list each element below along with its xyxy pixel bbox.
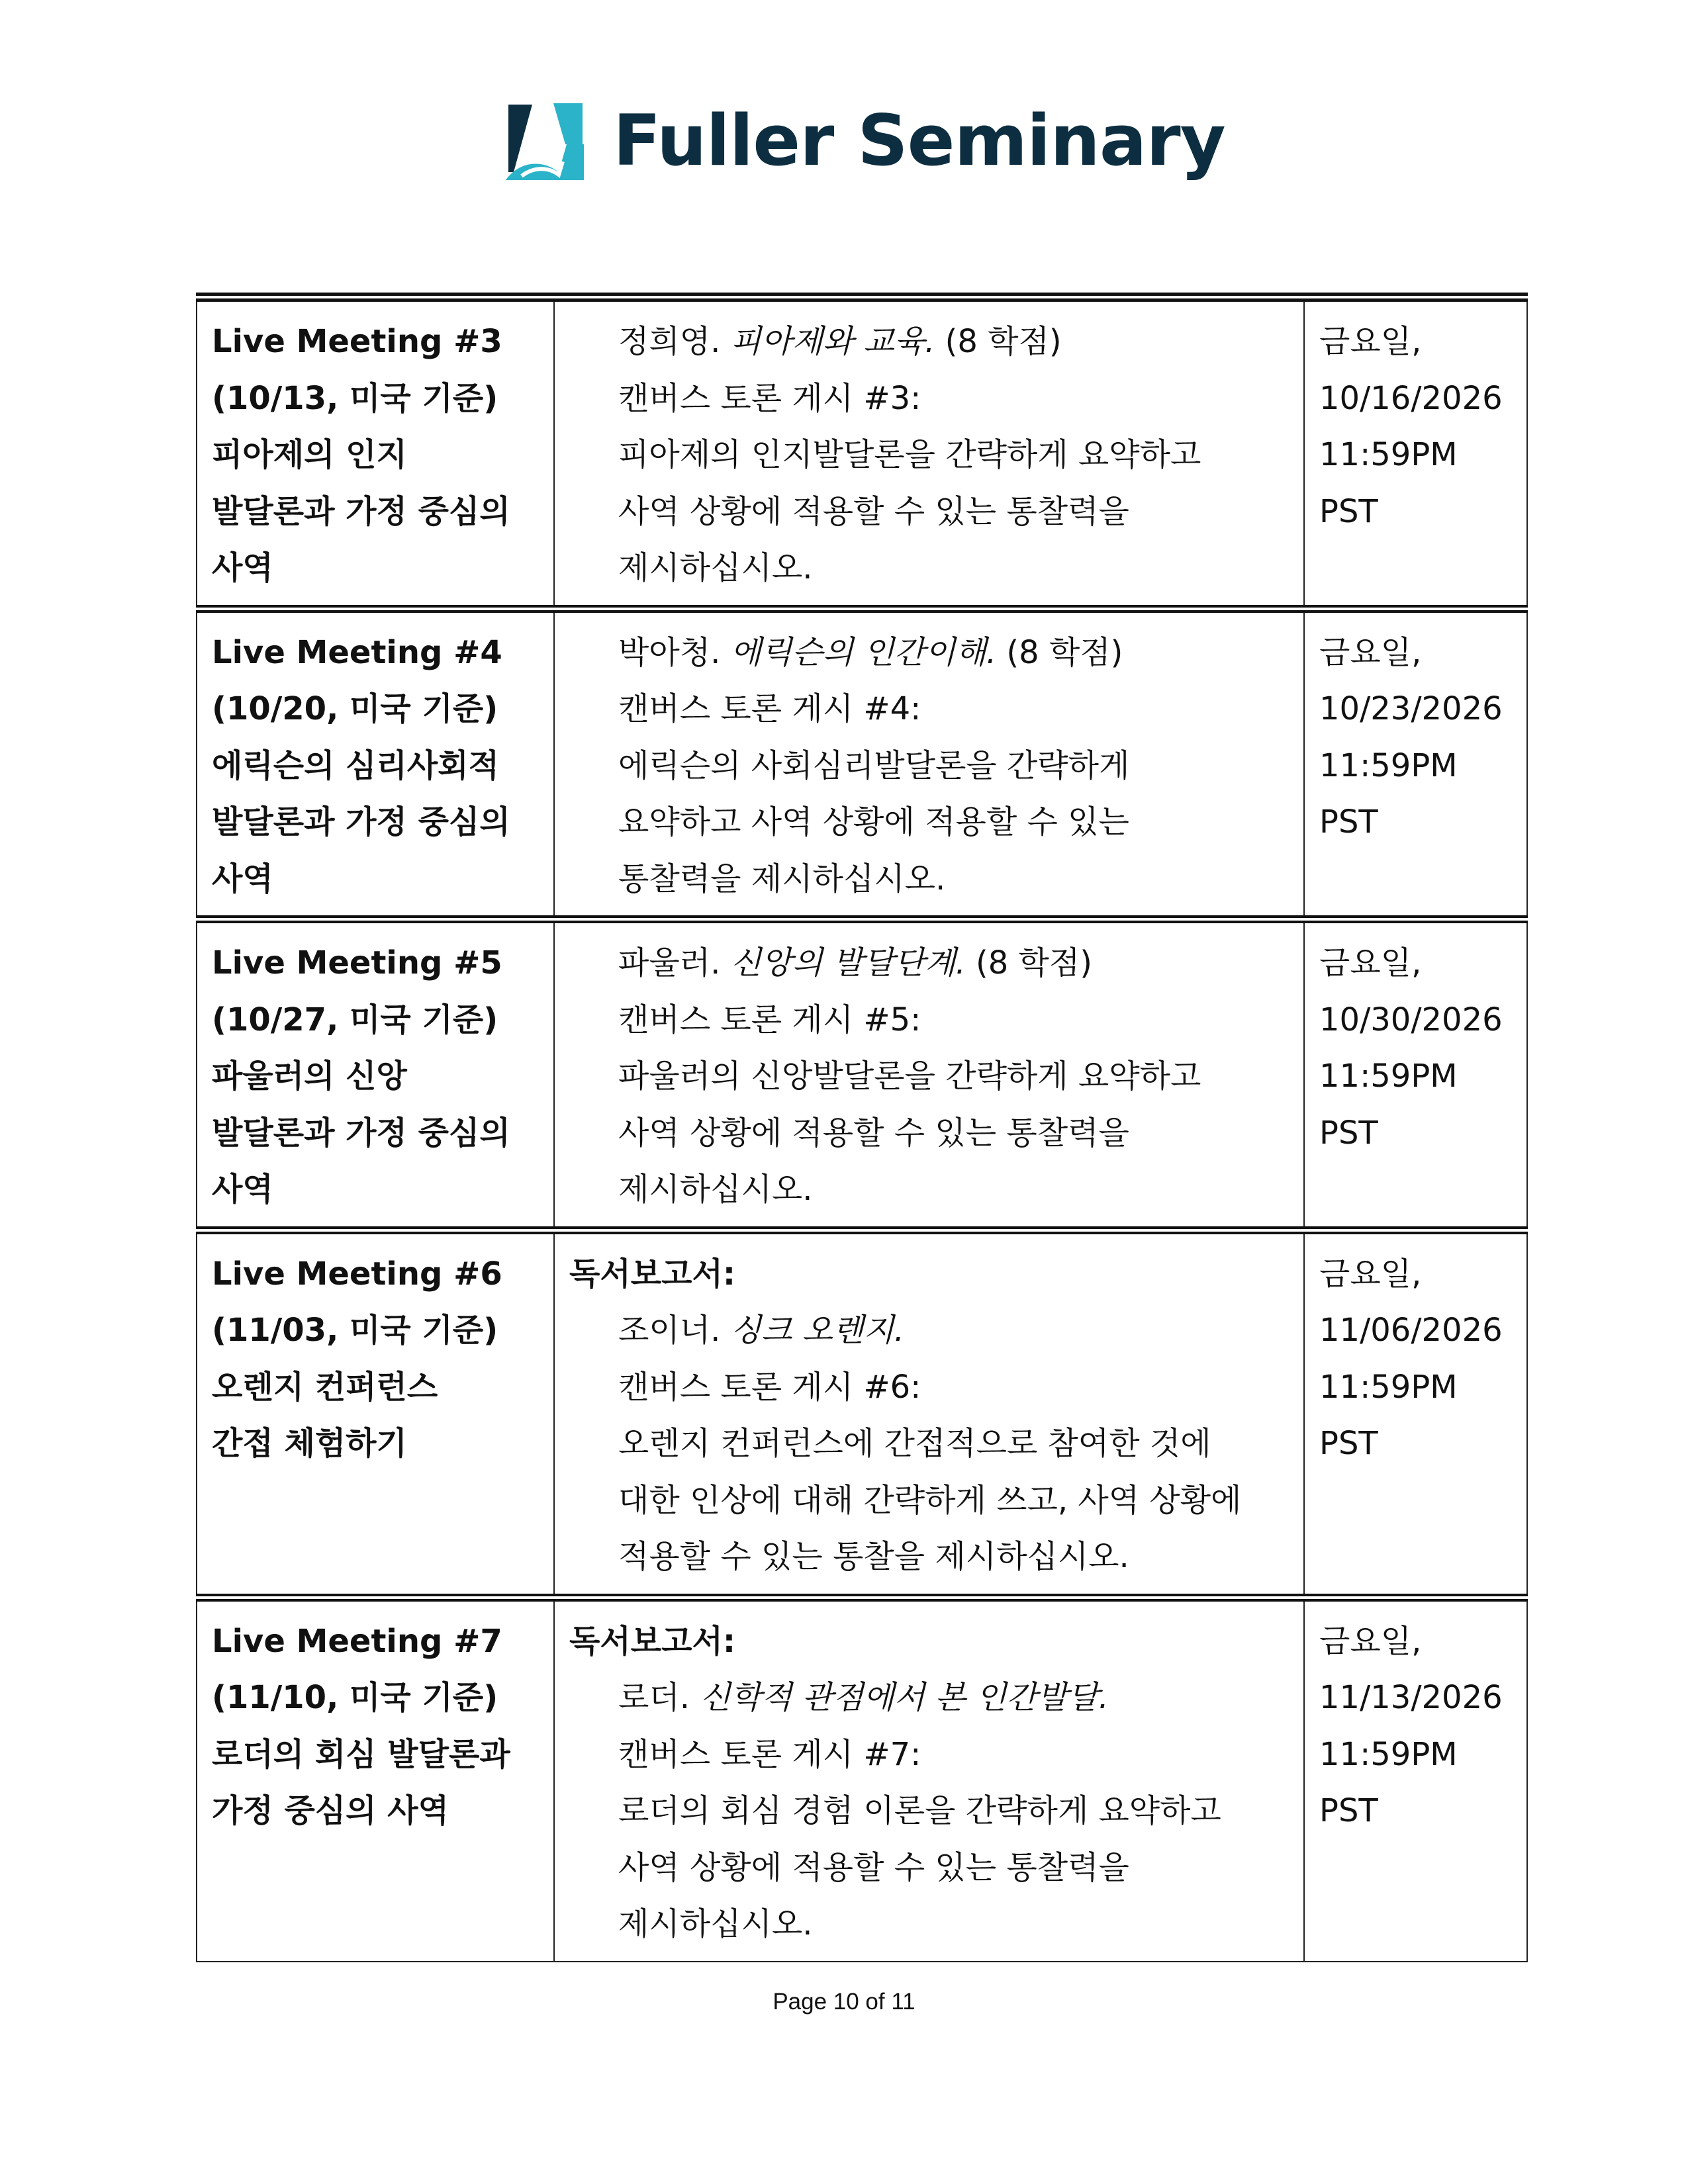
assignment-line: 캔버스 토론 게시 #6: <box>618 1368 921 1406</box>
due-cell <box>1304 609 1527 920</box>
due-line: 11/13/2026 <box>1319 1679 1503 1716</box>
assignment-line: 제시하십시오. <box>618 1171 813 1208</box>
reading-line <box>569 935 1289 992</box>
due-line: 금요일, <box>1319 944 1422 981</box>
assignment-line: 캔버스 토론 게시 #4: <box>618 690 921 727</box>
due-line: 금요일, <box>1319 1622 1422 1660</box>
due-cell <box>1304 1598 1527 1962</box>
reading-line <box>569 625 1289 682</box>
meeting-line: (11/03, 미국 기준) <box>212 1312 498 1349</box>
assignment-cell <box>554 1598 1304 1962</box>
reading-title: 피아제와 교육. <box>730 323 935 360</box>
assignment-cell <box>554 297 1304 609</box>
assignment-line: 사역 상황에 적용할 수 있는 통찰력을 <box>618 492 1129 530</box>
assignment-line: 캔버스 토론 게시 #3: <box>618 379 921 417</box>
assignment-cell <box>554 919 1304 1230</box>
meeting-line: 발달론과 가정 중심의 <box>212 803 510 841</box>
schedule-table <box>196 293 1528 1962</box>
reading-author: 정희영. <box>618 323 721 360</box>
reading-author: 로더. <box>618 1679 690 1716</box>
due-cell <box>1304 297 1527 609</box>
table-row <box>197 609 1527 920</box>
assignment-line: 로더의 회심 경험 이론을 간략하게 요약하고 <box>618 1792 1221 1829</box>
due-line: 10/30/2026 <box>1319 1001 1503 1038</box>
logo-wordmark: Fuller Seminary <box>613 100 1225 181</box>
reading-credits: (8 학점) <box>1006 633 1123 671</box>
reading-line <box>569 314 1289 371</box>
due-line: PST <box>1319 1425 1378 1462</box>
assignment-line: 요약하고 사역 상황에 적용할 수 있는 <box>618 803 1129 841</box>
reading-line <box>569 1302 1289 1359</box>
due-cell <box>1304 1230 1527 1598</box>
meeting-line: 발달론과 가정 중심의 <box>212 492 510 530</box>
fuller-logo <box>502 98 1225 184</box>
meeting-line: 오렌지 컨퍼런스 <box>212 1368 438 1406</box>
assignment-line: 사역 상황에 적용할 수 있는 통찰력을 <box>618 1848 1129 1886</box>
page-number: Page 10 of 11 <box>773 1989 915 2015</box>
due-line: 금요일, <box>1319 323 1422 360</box>
table-row <box>197 1598 1527 1962</box>
meeting-line: 사역 <box>212 860 273 897</box>
assignment-line: 파울러의 신앙발달론을 간략하게 요약하고 <box>618 1058 1201 1095</box>
reading-credits: (8 학점) <box>976 944 1092 981</box>
due-line: 10/23/2026 <box>1319 690 1503 727</box>
due-line: 11:59PM <box>1319 1058 1458 1095</box>
reading-author: 파울러. <box>618 944 721 981</box>
due-line: 11/06/2026 <box>1319 1312 1503 1349</box>
due-line: PST <box>1319 1114 1378 1152</box>
reading-title: 신앙의 발달단계. <box>730 944 966 981</box>
assignment-line: 오렌지 컨퍼런스에 간접적으로 참여한 것에 <box>618 1425 1211 1462</box>
reading-author: 박아청. <box>618 633 721 671</box>
meeting-line: Live Meeting #3 <box>212 323 502 360</box>
meeting-line: (10/13, 미국 기준) <box>212 379 498 417</box>
reading-title: 에릭슨의 인간이해. <box>730 633 997 671</box>
assignment-line: 제시하십시오. <box>618 549 813 586</box>
assignment-line: 적용할 수 있는 통찰을 제시하십시오. <box>618 1538 1129 1575</box>
assignment-header: 독서보고서: <box>569 1255 736 1293</box>
due-line: 10/16/2026 <box>1319 379 1503 417</box>
assignment-line: 대한 인상에 대해 간략하게 쓰고, 사역 상황에 <box>618 1481 1242 1519</box>
assignment-line: 캔버스 토론 게시 #7: <box>618 1735 921 1773</box>
due-line: 11:59PM <box>1319 747 1458 784</box>
due-line: 금요일, <box>1319 1255 1422 1293</box>
reading-author: 조이너. <box>618 1312 721 1349</box>
meeting-line: Live Meeting #7 <box>212 1622 502 1660</box>
meeting-line: 피아제의 인지 <box>212 436 407 473</box>
due-line: PST <box>1319 1792 1378 1829</box>
meeting-line: 사역 <box>212 549 273 586</box>
assignment-line: 피아제의 인지발달론을 간략하게 요약하고 <box>618 436 1201 473</box>
meeting-line: (10/27, 미국 기준) <box>212 1001 498 1038</box>
assignment-line: 사역 상황에 적용할 수 있는 통찰력을 <box>618 1114 1129 1152</box>
meeting-line: Live Meeting #6 <box>212 1255 502 1293</box>
meeting-line: 로더의 회심 발달론과 <box>212 1735 510 1773</box>
assignment-header: 독서보고서: <box>569 1622 736 1660</box>
assignment-cell <box>554 1230 1304 1598</box>
meeting-cell <box>197 1230 554 1598</box>
assignment-line: 제시하십시오. <box>618 1905 813 1942</box>
meeting-line: (10/20, 미국 기준) <box>212 690 498 727</box>
meeting-line: 파울러의 신앙 <box>212 1058 407 1095</box>
due-line: PST <box>1319 492 1378 530</box>
due-line: 11:59PM <box>1319 1368 1458 1406</box>
due-cell <box>1304 919 1527 1230</box>
reading-line <box>569 1670 1289 1727</box>
meeting-line: 발달론과 가정 중심의 <box>212 1114 510 1152</box>
meeting-line: 사역 <box>212 1171 273 1208</box>
meeting-line: (11/10, 미국 기준) <box>212 1679 498 1716</box>
reading-title: 싱크 오렌지. <box>730 1312 904 1349</box>
due-line: 11:59PM <box>1319 436 1458 473</box>
assignment-cell <box>554 609 1304 920</box>
assignment-line: 캔버스 토론 게시 #5: <box>618 1001 921 1038</box>
table-row <box>197 919 1527 1230</box>
meeting-cell <box>197 1598 554 1962</box>
due-line: 11:59PM <box>1319 1735 1458 1773</box>
meeting-line: Live Meeting #5 <box>212 944 502 981</box>
due-line: 금요일, <box>1319 633 1422 671</box>
meeting-line: 간접 체험하기 <box>212 1425 407 1462</box>
meeting-cell <box>197 297 554 609</box>
table-row <box>197 297 1527 609</box>
meeting-cell <box>197 919 554 1230</box>
assignment-line: 에릭슨의 사회심리발달론을 간략하게 <box>618 747 1130 784</box>
reading-title: 신학적 관점에서 본 인간발달. <box>700 1679 1109 1716</box>
table-row <box>197 1230 1527 1598</box>
assignment-line: 통찰력을 제시하십시오. <box>618 860 946 897</box>
meeting-line: Live Meeting #4 <box>212 633 502 671</box>
meeting-line: 에릭슨의 심리사회적 <box>212 747 500 784</box>
reading-credits: (8 학점) <box>945 323 1062 360</box>
meeting-cell <box>197 609 554 920</box>
book-logo-icon <box>502 98 588 184</box>
due-line: PST <box>1319 803 1378 841</box>
meeting-line: 가정 중심의 사역 <box>212 1792 449 1829</box>
